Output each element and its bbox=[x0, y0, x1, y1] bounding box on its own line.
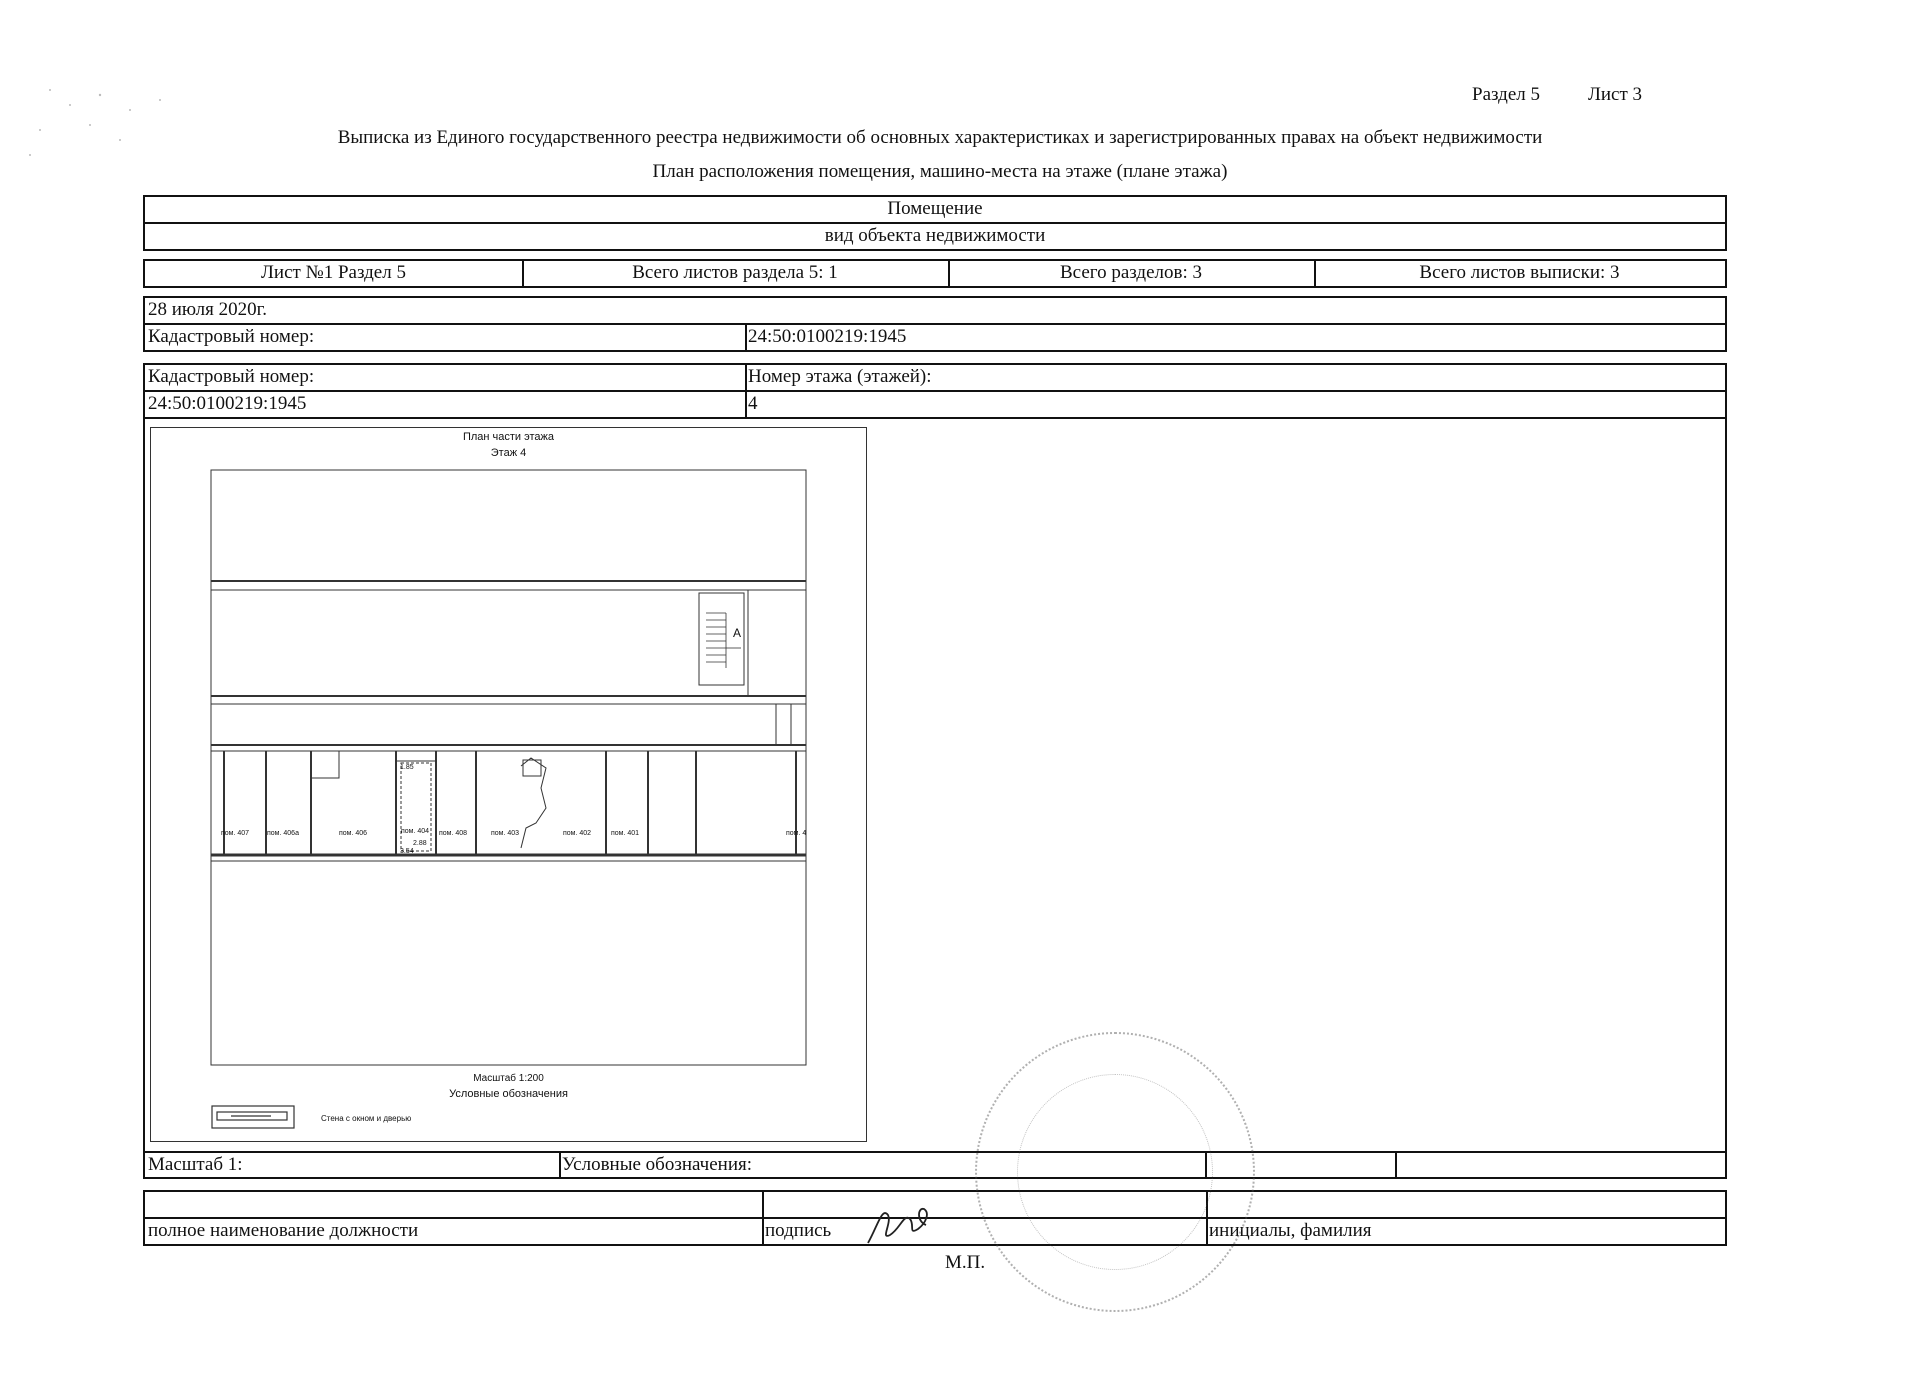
room-label: пом. 407 bbox=[221, 830, 250, 837]
section-label: Раздел 5 bbox=[1472, 84, 1540, 105]
record-date: 28 июля 2020г. bbox=[148, 299, 268, 320]
floor-table-cadastral-label: Кадастровый номер: bbox=[148, 366, 315, 387]
plan-title: План части этажа bbox=[462, 431, 555, 443]
legend-item: Стена с окном и дверью bbox=[321, 1114, 412, 1123]
floor-table-cadastral-value: 24:50:0100219:1945 bbox=[148, 393, 307, 414]
object-type: Помещение bbox=[887, 198, 983, 219]
room-label: пом. 402 bbox=[563, 830, 592, 837]
plan-legend-title: Условные обозначения bbox=[449, 1088, 568, 1100]
footer-empty-cell-2 bbox=[1395, 1153, 1725, 1179]
room-label: пом. 403 bbox=[491, 830, 520, 837]
dimension-label: 3.54 bbox=[400, 848, 414, 855]
dimension-label: 1.85 bbox=[400, 764, 414, 771]
record-cadastral-label: Кадастровый номер: bbox=[148, 326, 315, 347]
dimension-label: 2.88 bbox=[413, 840, 427, 847]
sheet-label: Лист 3 bbox=[1588, 84, 1643, 105]
plan-floor: Этаж 4 bbox=[490, 447, 527, 459]
object-type-caption: вид объекта недвижимости bbox=[824, 225, 1046, 246]
footer-legend-label: Условные обозначения: bbox=[562, 1154, 753, 1175]
room-label: пом. 401 bbox=[611, 830, 640, 837]
sheet-section: Лист №1 Раздел 5 bbox=[261, 262, 406, 283]
object-type-box bbox=[143, 195, 1727, 251]
sheet-info-row bbox=[143, 259, 1727, 288]
seal-label: М.П. bbox=[945, 1252, 986, 1273]
room-label: пом. 406 bbox=[339, 830, 368, 837]
room-label: пом. 406а bbox=[267, 830, 299, 837]
seal-stamp bbox=[975, 1032, 1255, 1312]
scan-noise bbox=[10, 70, 210, 170]
stair-label: A bbox=[733, 626, 742, 640]
floor-plan-drawing bbox=[151, 428, 866, 1141]
legend-wall-icon bbox=[211, 1105, 295, 1129]
signature-label: подпись bbox=[765, 1220, 832, 1241]
room-label: пом. 4 bbox=[786, 830, 807, 837]
total-section-sheets: Всего листов раздела 5: 1 bbox=[632, 262, 838, 283]
floor-plan bbox=[150, 427, 867, 1142]
plan-scale: Масштаб 1:200 bbox=[473, 1073, 544, 1084]
record-cadastral-value: 24:50:0100219:1945 bbox=[748, 326, 907, 347]
document-title: Выписка из Единого государственного реестра недвижимости об основных характеристиках и зарегистрированных правах на объект недвижимости bbox=[337, 127, 1543, 148]
name-label: инициалы, фамилия bbox=[1209, 1220, 1372, 1241]
room-label: пом. 404 bbox=[401, 828, 430, 835]
floor-table-floor-value: 4 bbox=[748, 393, 758, 414]
record-box bbox=[143, 296, 1727, 352]
position-label: полное наименование должности bbox=[148, 1220, 419, 1241]
room-label: пом. 408 bbox=[439, 830, 468, 837]
total-sections: Всего разделов: 3 bbox=[1059, 262, 1203, 283]
handwritten-signature bbox=[860, 1195, 940, 1255]
total-extract-sheets: Всего листов выписки: 3 bbox=[1419, 262, 1620, 283]
footer-scale-label: Масштаб 1: bbox=[148, 1154, 243, 1175]
document-subtitle: План расположения помещения, машино-места на этаже (плане этажа) bbox=[652, 161, 1228, 182]
floor-table-floor-label: Номер этажа (этажей): bbox=[748, 366, 932, 387]
